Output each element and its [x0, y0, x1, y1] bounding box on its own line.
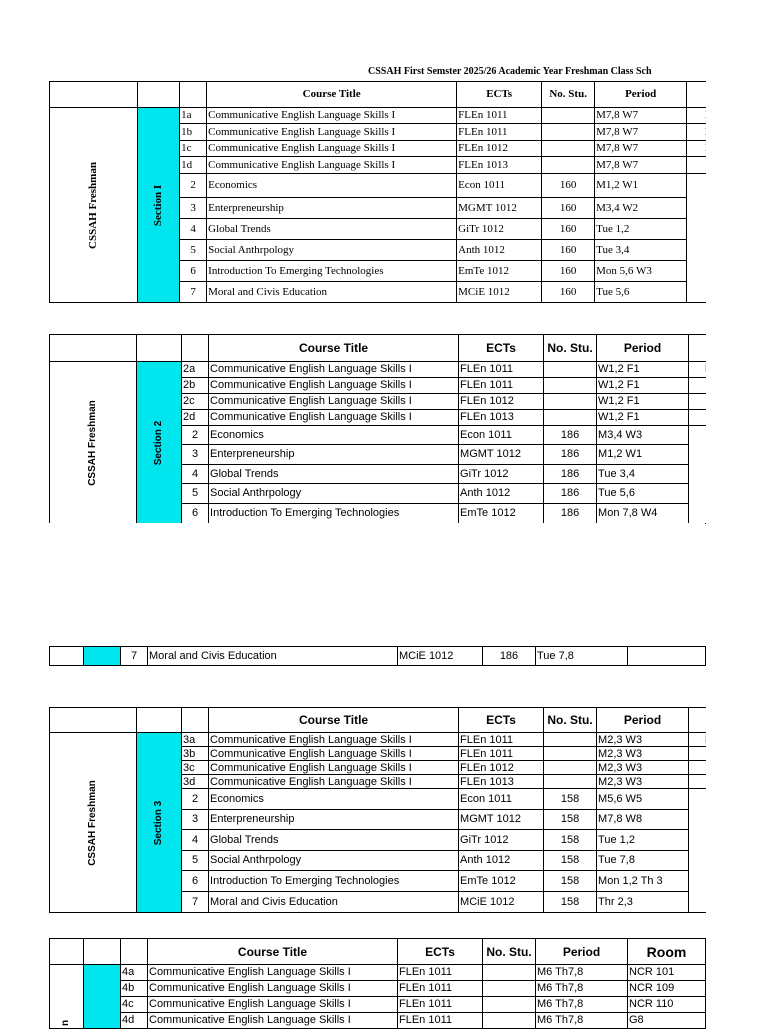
table-row: n 4a Communicative English Language Skills I FLEn 1011 M6 Th7,8 NCR 101 — [50, 965, 706, 981]
schedule-table-section-2-continued — [49, 646, 706, 666]
header-room: Room — [628, 939, 706, 965]
header-no-stu: No. Stu. — [542, 82, 595, 108]
table-row: 4d Communicative English Language Skills I FLEn 1011 M6 Th7,8 G8 — [50, 1013, 706, 1029]
section-label — [84, 965, 121, 1029]
table-row: 3 Enterpreneurship MGMT 1012 158 M7,8 W8 — [50, 810, 767, 830]
table-row: 2d Communicative English Language Skills I FLEn 1013 W1,2 F1 — [50, 410, 767, 426]
header-period: Period — [597, 335, 689, 362]
table-row: 1b Communicative English Language Skills I FLEn 1011 M7,8 W7 — [50, 124, 765, 141]
section-label: Section I — [137, 108, 179, 303]
header-course-title: Course Title — [209, 335, 459, 362]
table-header-row — [50, 939, 706, 965]
table-row: 1d Communicative English Language Skills I FLEn 1013 M7,8 W7 — [50, 157, 765, 174]
table-header-row — [50, 708, 767, 733]
table-row: CSSAH Freshman Section 2 2a Communicative English Language Skills I FLEn 1011 W1,2 F1 — [50, 362, 767, 378]
header-ects: ECTs — [398, 939, 483, 965]
college-label: CSSAH Freshman — [50, 362, 137, 524]
table-row: 2 Economics Econ 1011 158 M5,6 W5 — [50, 789, 767, 810]
header-ects: ECTs — [457, 82, 542, 108]
table-row: 3d Communicative English Language Skills I FLEn 1013 M2,3 W3 — [50, 775, 767, 789]
table-row: 2b Communicative English Language Skills I FLEn 1011 W1,2 F1 — [50, 378, 767, 394]
schedule-table-section-3 — [49, 707, 767, 913]
table-row: 7 Moral and Civis Education MCiE 1012 158 Thr 2,3 — [50, 892, 767, 913]
table-row: 3 Enterpreneurship MGMT 1012 186 M1,2 W1 — [50, 445, 767, 465]
header-ects: ECTs — [459, 708, 544, 733]
table-row: 5 Social Anthrpology Anth 1012 186 Tue 5,6 — [50, 484, 767, 504]
table-row: 7 Moral and Civis Education MCiE 1012 186 Tue 7,8 — [50, 647, 706, 666]
college-label: CSSAH Freshman — [50, 108, 138, 303]
table-row: 6 Introduction To Emerging Technologies EmTe 1012 186 Mon 7,8 W4 — [50, 504, 767, 524]
header-period: Period — [597, 708, 689, 733]
document-title — [0, 66, 768, 80]
table-row: 2 Economics Econ 1011 186 M3,4 W3 — [50, 426, 767, 445]
table-row: 5 Social Anthrpology Anth 1012 160 Tue 3,4 — [50, 240, 765, 261]
table-row: 4c Communicative English Language Skills I FLEn 1011 M6 Th7,8 NCR 110 — [50, 997, 706, 1013]
table-row: 4 Global Trends GiTr 1012 186 Tue 3,4 — [50, 465, 767, 484]
table-row: 6 Introduction To Emerging Technologies EmTe 1012 158 Mon 1,2 Th 3 — [50, 871, 767, 892]
section-label: Section 3 — [136, 733, 181, 913]
college-label: n — [50, 965, 84, 1029]
table-row: 1c Communicative English Language Skills I FLEn 1012 M7,8 W7 — [50, 141, 765, 157]
college-label: CSSAH Freshman — [50, 733, 137, 913]
table-row: 3 Enterpreneurship MGMT 1012 160 M3,4 W2 — [50, 198, 765, 219]
schedule-table-section-2 — [49, 334, 767, 524]
header-course-title: Course Title — [207, 82, 457, 108]
table-row: 2c Communicative English Language Skills I FLEn 1012 W1,2 F1 — [50, 394, 767, 410]
table-row: 4b Communicative English Language Skills I FLEn 1011 M6 Th7,8 NCR 109 — [50, 981, 706, 997]
header-no-stu: No. Stu. — [544, 708, 597, 733]
header-period: Period — [595, 82, 687, 108]
schedule-table-section-4 — [49, 938, 706, 1029]
section-label: Section 2 — [136, 362, 181, 524]
table-row: 4 Global Trends GiTr 1012 160 Tue 1,2 — [50, 219, 765, 240]
table-row: 2 Economics Econ 1011 160 M1,2 W1 — [50, 174, 765, 198]
page-gap — [49, 523, 705, 648]
header-ects: ECTs — [459, 335, 544, 362]
header-course-title: Course Title — [209, 708, 459, 733]
table-header-row — [50, 335, 767, 362]
table-row: CSSAH Freshman Section 3 3a Communicative English Language Skills I FLEn 1011 M2,3 W3 — [50, 733, 767, 747]
schedule-table-section-1 — [49, 81, 765, 303]
table-header-row — [50, 82, 765, 108]
header-course-title: Course Title — [148, 939, 398, 965]
header-period: Period — [536, 939, 628, 965]
table-row: 5 Social Anthrpology Anth 1012 158 Tue 7,8 — [50, 851, 767, 871]
document-title-text: CSSAH First Semster 2025/26 Academic Year Freshman Class Sch — [368, 66, 652, 77]
page-right-edge — [706, 0, 768, 1024]
table-row: 6 Introduction To Emerging Technologies EmTe 1012 160 Mon 5,6 W3 — [50, 261, 765, 282]
table-row: CSSAH Freshman Section I 1a Communicative English Language Skills I FLEn 1011 M7,8 W7 — [50, 108, 765, 124]
table-row: 3c Communicative English Language Skills I FLEn 1012 M2,3 W3 — [50, 761, 767, 775]
table-row: 7 Moral and Civis Education MCiE 1012 160 Tue 5,6 — [50, 282, 765, 303]
table-row: 4 Global Trends GiTr 1012 158 Tue 1,2 — [50, 830, 767, 851]
table-row: 3b Communicative English Language Skills I FLEn 1011 M2,3 W3 — [50, 747, 767, 761]
header-no-stu: No. Stu. — [544, 335, 597, 362]
header-no-stu: No. Stu. — [483, 939, 536, 965]
